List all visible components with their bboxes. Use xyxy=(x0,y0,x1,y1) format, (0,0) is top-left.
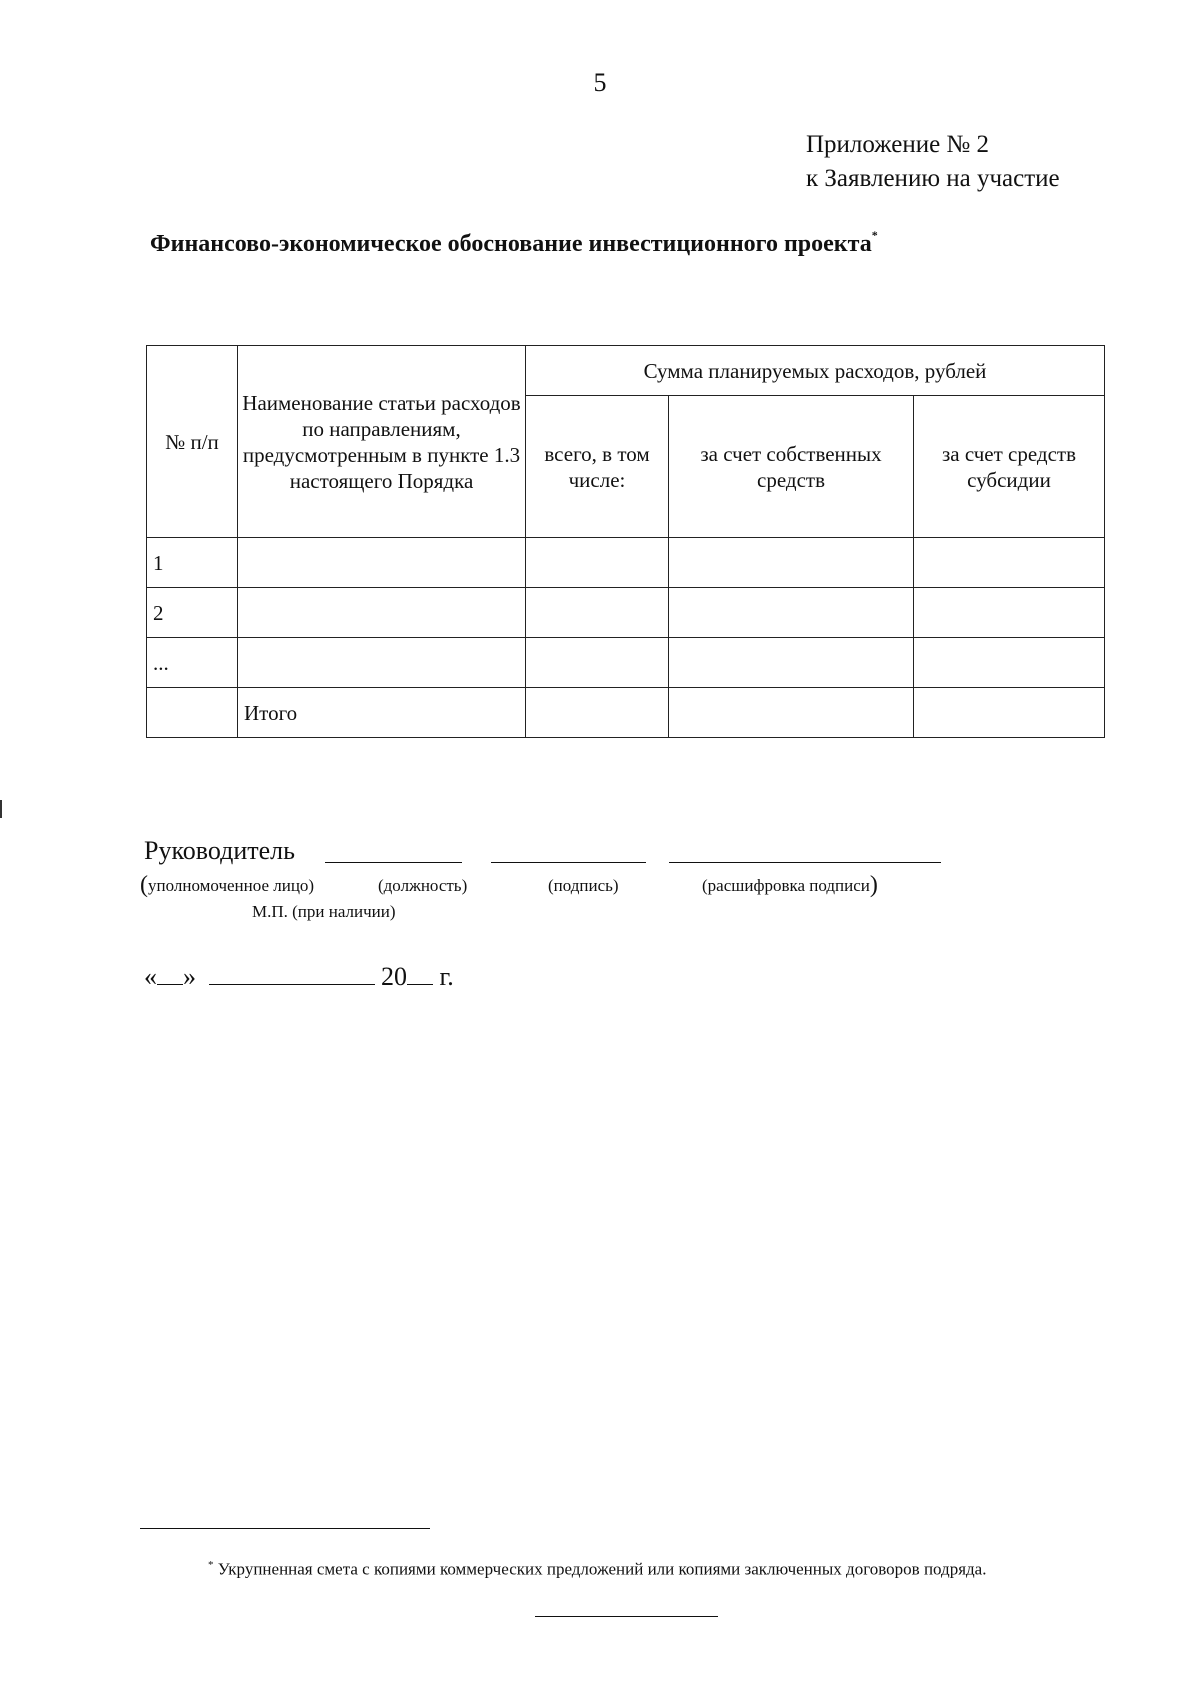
row-expense-name: Итого xyxy=(238,688,526,738)
caption-authorized-person xyxy=(140,872,314,899)
row-total-cell[interactable] xyxy=(526,538,669,588)
caption-signature-decoding-text: (расшифровка подписи xyxy=(702,876,870,895)
row-number: 2 xyxy=(147,588,238,638)
row-expense-name[interactable] xyxy=(238,538,526,588)
date-quote-close: » xyxy=(183,962,196,991)
row-own-funds-cell[interactable] xyxy=(669,538,914,588)
header-expense-name: Наименование статьи расходов по направлениям, предусмотренным в пункте 1.3 настоящего Порядка xyxy=(238,346,526,538)
row-number: 1 xyxy=(147,538,238,588)
row-total-cell[interactable] xyxy=(526,638,669,688)
day-blank[interactable] xyxy=(157,966,183,985)
table-row xyxy=(147,638,1105,688)
footnote xyxy=(140,1554,1080,1581)
caption-paren-close: ) xyxy=(869,872,878,898)
year-blank[interactable] xyxy=(407,966,433,985)
row-subsidy-cell[interactable] xyxy=(914,638,1105,688)
row-expense-name[interactable] xyxy=(238,638,526,688)
row-number: ... xyxy=(147,638,238,688)
appendix-header xyxy=(806,128,1060,196)
footnote-separator xyxy=(140,1528,430,1529)
signature-line[interactable] xyxy=(491,862,646,863)
footnote-text: Укрупненная смета с копиями коммерческих предложений или копиями заключенных договоров подряда. xyxy=(217,1559,987,1579)
row-subsidy-cell[interactable] xyxy=(914,688,1105,738)
row-total-cell[interactable] xyxy=(526,688,669,738)
row-own-funds-cell[interactable] xyxy=(669,588,914,638)
appendix-line-2: к Заявлению на участие xyxy=(806,165,1060,192)
year-suffix: г. xyxy=(439,962,454,991)
position-line[interactable] xyxy=(325,862,462,863)
caption-stamp: М.П. (при наличии) xyxy=(252,902,396,921)
row-expense-name[interactable] xyxy=(238,588,526,638)
row-number xyxy=(147,688,238,738)
document-title-text: Финансово-экономическое обоснование инвестиционного проекта xyxy=(150,231,872,257)
header-number: № п/п xyxy=(147,346,238,538)
appendix-line-1: Приложение № 2 xyxy=(806,131,990,158)
caption-signature: (подпись) xyxy=(548,876,619,895)
row-subsidy-cell[interactable] xyxy=(914,538,1105,588)
caption-paren-open: ( xyxy=(140,872,148,898)
signer-label: Руководитель xyxy=(144,836,295,865)
header-planned-sum: Сумма планируемых расходов, рублей xyxy=(526,346,1105,396)
caption-signature-decoding xyxy=(702,872,878,899)
signature-decoding-line[interactable] xyxy=(669,862,941,863)
caption-position: (должность) xyxy=(378,876,468,895)
header-total-including: всего, в том числе: xyxy=(526,396,669,538)
scan-edge-mark xyxy=(0,800,2,818)
date-line xyxy=(144,962,454,992)
footnote-mark: * xyxy=(208,1559,214,1571)
row-own-funds-cell[interactable] xyxy=(669,638,914,688)
row-total-cell[interactable] xyxy=(526,588,669,638)
table-row-total xyxy=(147,688,1105,738)
year-prefix: 20 xyxy=(381,962,407,991)
month-blank[interactable] xyxy=(209,966,375,985)
title-footnote-mark: * xyxy=(871,228,878,242)
page-number: 5 xyxy=(593,68,607,97)
caption-authorized-person-text: уполномоченное лицо) xyxy=(148,876,315,895)
expense-table xyxy=(146,345,1105,738)
header-subsidy-funds: за счет средств субсидии xyxy=(914,396,1105,538)
row-subsidy-cell[interactable] xyxy=(914,588,1105,638)
bottom-separator xyxy=(535,1616,718,1617)
date-quote-open: « xyxy=(144,962,157,991)
table-row xyxy=(147,588,1105,638)
header-own-funds: за счет собственных средств xyxy=(669,396,914,538)
table-row xyxy=(147,538,1105,588)
document-title xyxy=(150,228,878,258)
row-own-funds-cell[interactable] xyxy=(669,688,914,738)
